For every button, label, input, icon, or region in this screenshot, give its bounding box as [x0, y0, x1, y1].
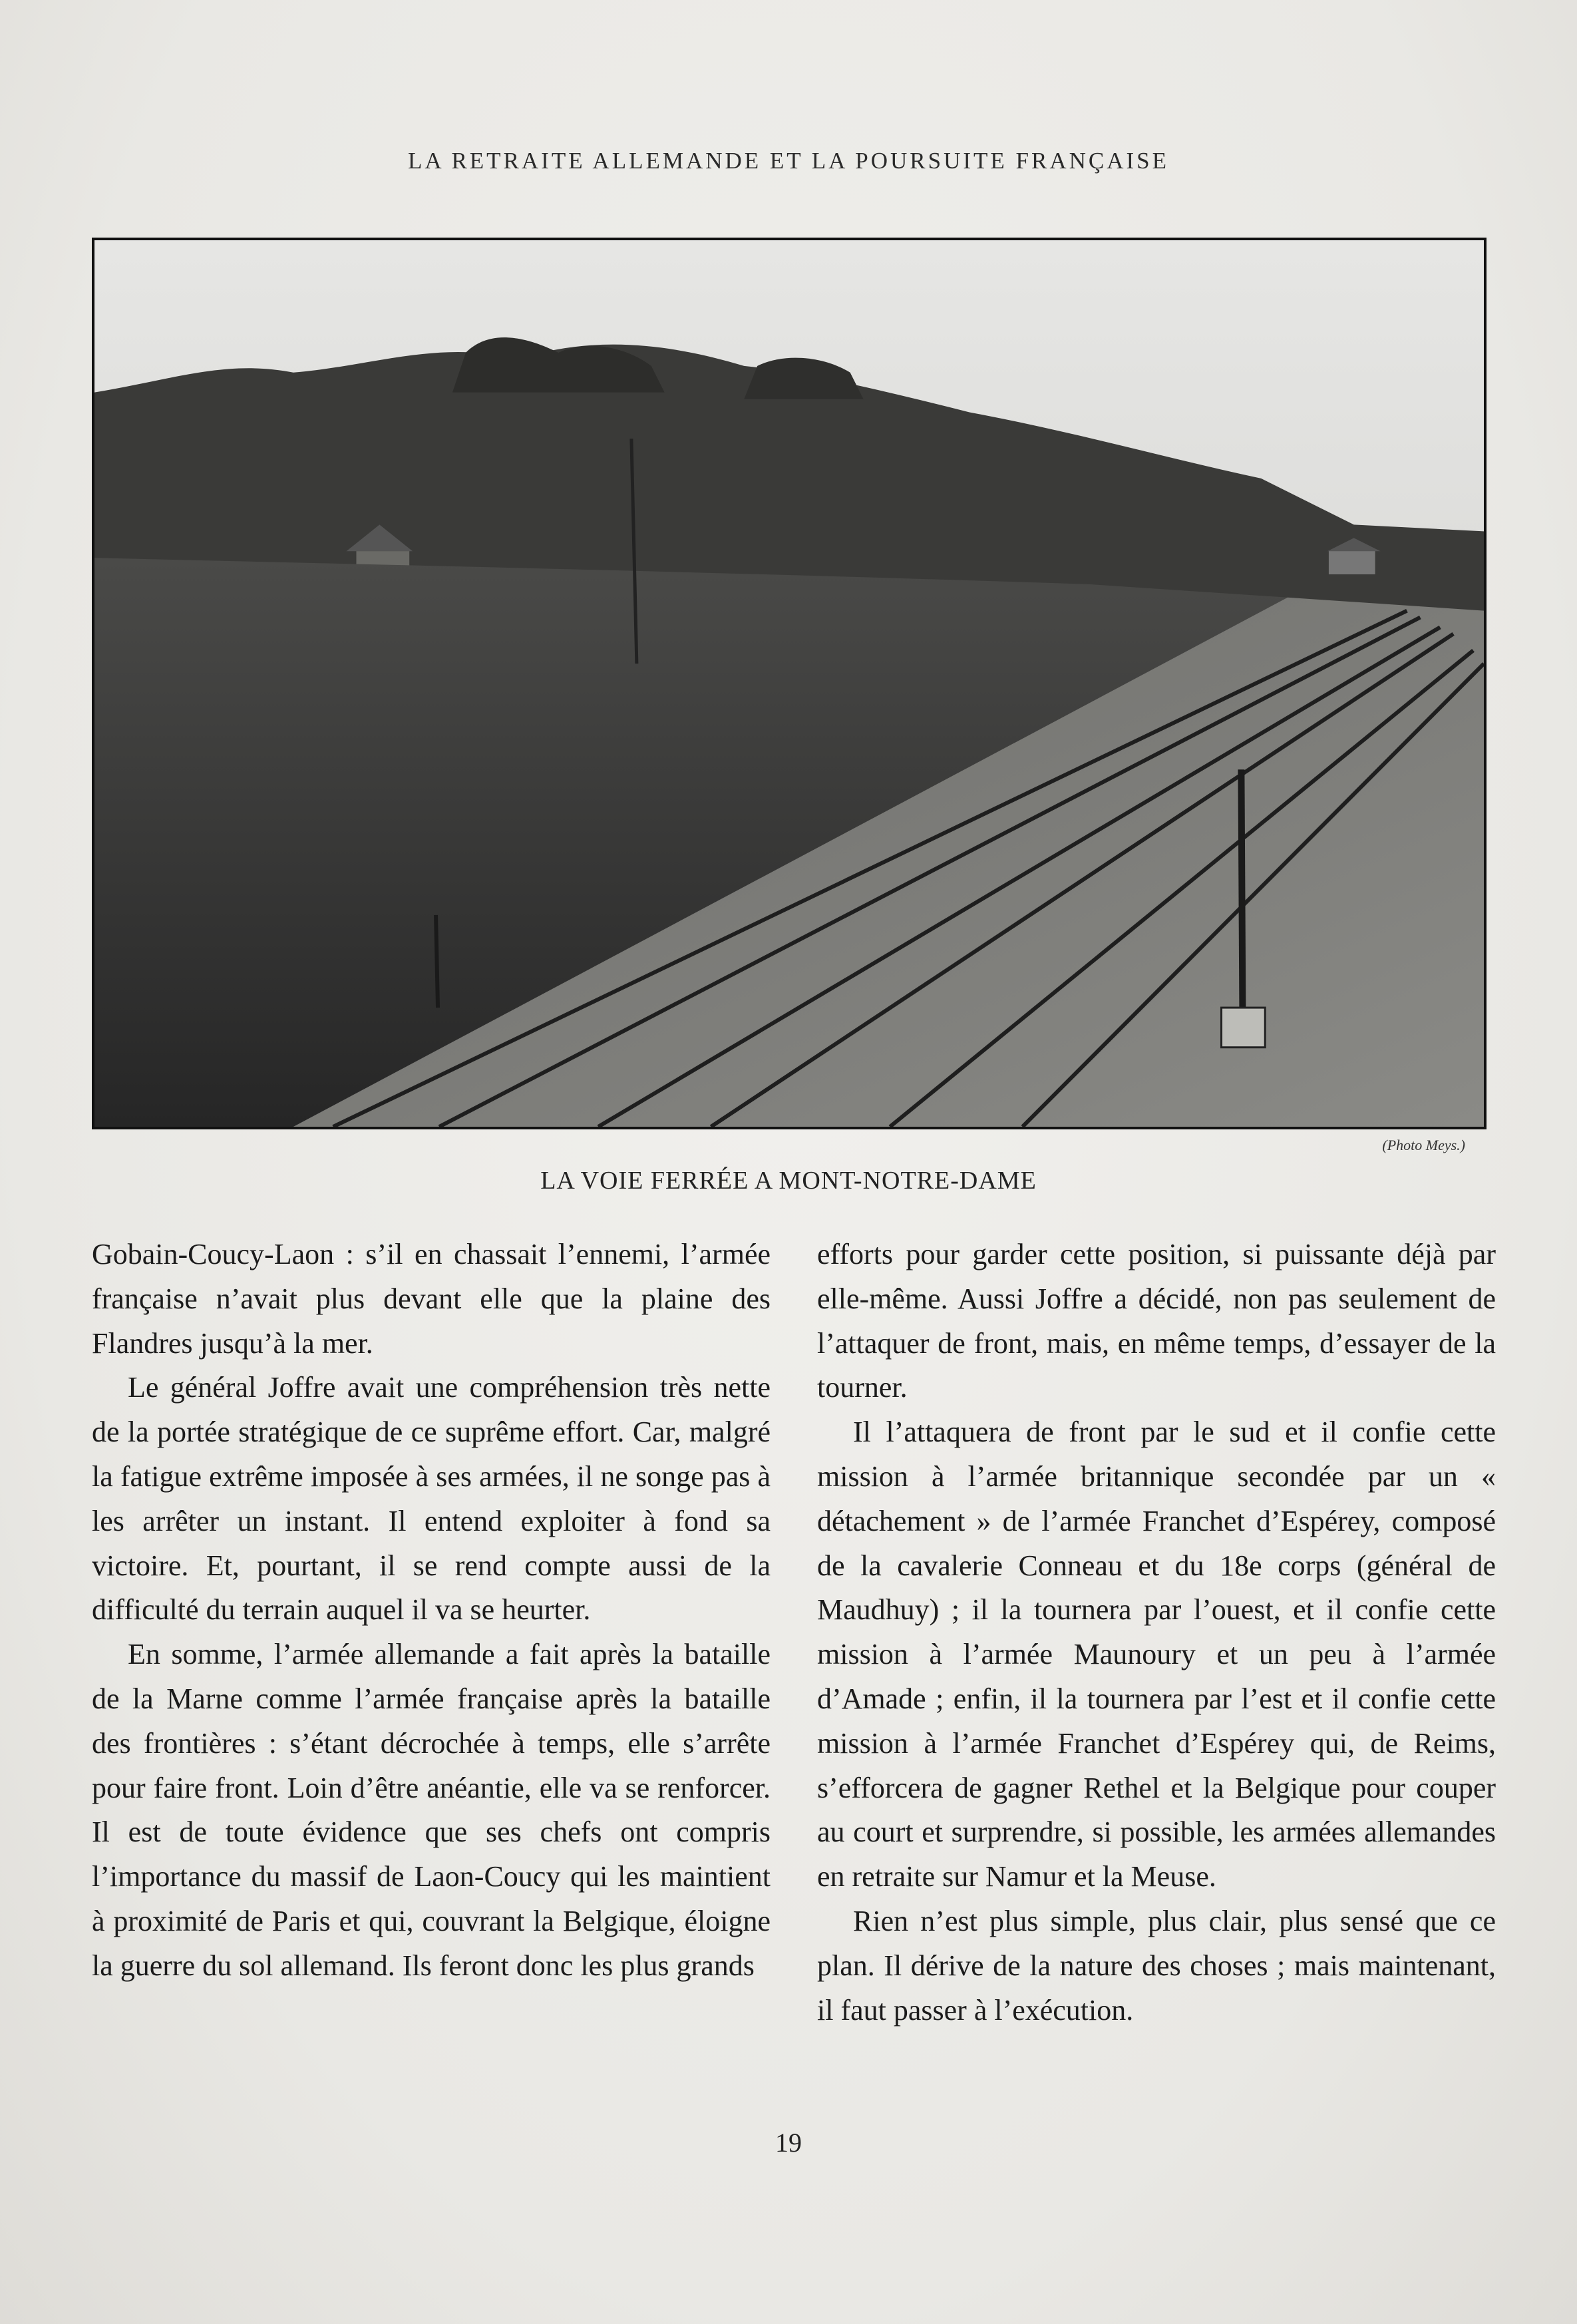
paragraph: Le général Joffre avait une compréhension très nette de la portée stratégique de ce suprême effort. Car, malgré la fatigue extrême imposée à ses armées, il ne songe pas à les arrêter un instant. Il entend exploiter à fond sa victoire. Et, pourtant, il se rend compte aussi de la difficulté du terrain auquel il va se heurter.	[92, 1371, 771, 1627]
page-number: 19	[775, 2128, 802, 2158]
text-column-left	[92, 1233, 771, 1989]
paragraph: Rien n’est plus simple, plus clair, plus sensé que ce plan. Il dérive de la nature des choses ; mais maintenant, il faut passer à l’exécution.	[817, 1904, 1496, 2027]
text-column-right	[817, 1233, 1496, 2033]
running-title: LA RETRAITE ALLEMANDE ET LA POURSUITE FRANÇAISE	[407, 148, 1170, 174]
paragraph: Gobain-Coucy-Laon : s’il en chassait l’ennemi, l’armée française n’avait plus devant elle que la plaine des Flandres jusqu’à la mer.	[92, 1238, 771, 1360]
paragraph: efforts pour garder cette position, si puissante déjà par elle-même. Aussi Joffre a décidé, non pas seulement de l’attaquer de front, mais, en même temps, d’essayer de la tourner.	[817, 1238, 1496, 1404]
photo-illustration	[94, 240, 1484, 1127]
paragraph: Il l’attaquera de front par le sud et il confie cette mission à l’armée britannique secondée par un « détachement » de l’armée Franchet d’Espérey, composé de la cavalerie Conneau et du 18e corps (général de Maudhuy) ; il la tournera par l’ouest, et il confie cette mission à l’armée Maunoury et un peu à l’armée d’Amade ; enfin, il la tournera par l’est et il confie cette mission à l’armée Franchet d’Espérey qui, de Reims, s’efforcera de gagner Rethel et la Belgique pour couper au court et surprendre, si possible, les armées allemandes en retraite sur Namur et la Meuse.	[817, 1416, 1496, 1893]
signal-post	[436, 915, 438, 1008]
signal-post	[1241, 769, 1242, 1008]
figure-caption: LA VOIE FERRÉE A MONT-NOTRE-DAME	[540, 1167, 1037, 1195]
paragraph: En somme, l’armée allemande a fait après la bataille de la Marne comme l’armée française après la bataille des frontières : s’étant décrochée à temps, elle s’arrête pour faire front. Loin d’être anéantie, elle va se renforcer. Il est de toute évidence que ses chefs ont compris l’importance du massif de Laon-Coucy qui les maintient à proximité de Paris et qui, couvrant la Belgique, éloigne la guerre du sol allemand. Ils feront donc les plus grands	[92, 1638, 771, 1982]
signal-box	[1222, 1008, 1266, 1048]
house	[1329, 551, 1375, 574]
photo-credit: (Photo Meys.)	[1382, 1137, 1465, 1153]
railway-photograph	[92, 238, 1487, 1129]
